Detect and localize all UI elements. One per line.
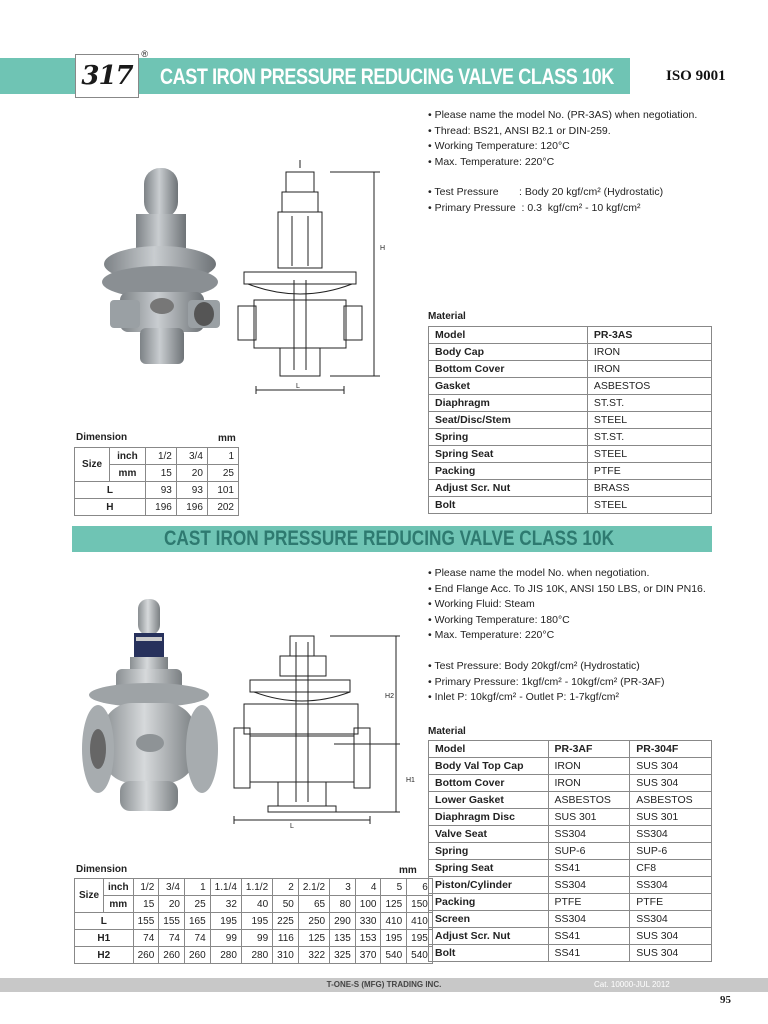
dim-cell: 195 bbox=[241, 913, 272, 930]
material-label-2: Material bbox=[428, 726, 466, 737]
material-value: SUS 304 bbox=[630, 945, 712, 962]
dim-cell: 196 bbox=[176, 499, 207, 516]
material-part: Screen bbox=[429, 911, 549, 928]
material-row bbox=[429, 945, 712, 962]
material-part: Model bbox=[429, 741, 549, 758]
material-row bbox=[429, 843, 712, 860]
material-row bbox=[429, 429, 712, 446]
spec-item: • Thread: BS21, ANSI B2.1 or DIN-259. bbox=[428, 124, 697, 140]
material-value: STEEL bbox=[587, 497, 711, 514]
dim-cell: 310 bbox=[273, 947, 299, 964]
dim-row-inch bbox=[75, 879, 433, 896]
dim-cell: 153 bbox=[355, 930, 381, 947]
dim-cell: 93 bbox=[176, 482, 207, 499]
dim-cell: 74 bbox=[159, 930, 185, 947]
spec-item: • Inlet P: 10kgf/cm² - Outlet P: 1-7kgf/cm² bbox=[428, 690, 706, 706]
material-row bbox=[429, 344, 712, 361]
material-part: Packing bbox=[429, 894, 549, 911]
dim-cell: 410 bbox=[381, 913, 407, 930]
material-part: Gasket bbox=[429, 378, 588, 395]
spec-item: • Working Fluid: Steam bbox=[428, 597, 706, 613]
dim-cell: 6 bbox=[407, 879, 433, 896]
dimension-unit-2: mm bbox=[399, 865, 417, 876]
valve-drawing-pr3as bbox=[234, 160, 394, 400]
drawing-label-h1: H1 bbox=[406, 777, 415, 784]
dim-cell: 2 bbox=[273, 879, 299, 896]
dim-cell: 195 bbox=[407, 930, 433, 947]
material-table-pr3af bbox=[428, 740, 712, 962]
dim-row-inch bbox=[75, 448, 239, 465]
material-value: ST.ST. bbox=[587, 395, 711, 412]
material-row bbox=[429, 361, 712, 378]
spec-item: • Working Temperature: 180°C bbox=[428, 613, 706, 629]
dim-row bbox=[75, 482, 239, 499]
dim-cell: 155 bbox=[159, 913, 185, 930]
dim-cell: 1.1/2 bbox=[241, 879, 272, 896]
material-row bbox=[429, 792, 712, 809]
material-part: Adjust Scr. Nut bbox=[429, 928, 549, 945]
material-value: SUS 304 bbox=[630, 775, 712, 792]
dim-cell: 322 bbox=[298, 947, 329, 964]
dimension-table-pr3as bbox=[74, 447, 239, 516]
registered-mark: ® bbox=[141, 49, 148, 59]
dim-cell: 196 bbox=[145, 499, 176, 516]
dim-row-label: H2 bbox=[75, 947, 134, 964]
dim-cell: 15 bbox=[133, 896, 159, 913]
page-title: CAST IRON PRESSURE REDUCING VALVE CLASS 10K bbox=[160, 64, 614, 89]
material-part: Diaphragm Disc bbox=[429, 809, 549, 826]
dim-cell: 100 bbox=[355, 896, 381, 913]
dim-cell: 540 bbox=[381, 947, 407, 964]
material-value: ST.ST. bbox=[587, 429, 711, 446]
material-value: SS304 bbox=[548, 826, 630, 843]
spec-item: • Primary Pressure : 0.3 kgf/cm² - 10 kgf/cm² bbox=[428, 201, 697, 217]
material-row bbox=[429, 860, 712, 877]
material-value: SS304 bbox=[630, 877, 712, 894]
material-part: Bottom Cover bbox=[429, 361, 588, 378]
dim-cell: 1/2 bbox=[145, 448, 176, 465]
dim-mm-label: mm bbox=[104, 896, 134, 913]
material-value: ASBESTOS bbox=[630, 792, 712, 809]
material-value: SUS 304 bbox=[630, 928, 712, 945]
drawing-label-l2: L bbox=[290, 823, 294, 830]
dim-size-label: Size bbox=[75, 879, 104, 913]
material-value: IRON bbox=[548, 775, 630, 792]
dim-cell: 15 bbox=[145, 465, 176, 482]
material-value: SUP-6 bbox=[630, 843, 712, 860]
dim-cell: 65 bbox=[298, 896, 329, 913]
dim-cell: 410 bbox=[407, 913, 433, 930]
dim-cell: 202 bbox=[207, 499, 238, 516]
material-part: Spring bbox=[429, 843, 549, 860]
drawing-label-h: H bbox=[380, 245, 386, 252]
dim-cell: 260 bbox=[159, 947, 185, 964]
material-value: SUP-6 bbox=[548, 843, 630, 860]
material-value: SUS 304 bbox=[630, 758, 712, 775]
material-table-pr3as bbox=[428, 326, 712, 514]
dim-cell: 290 bbox=[330, 913, 356, 930]
material-value: SS304 bbox=[630, 826, 712, 843]
material-value: STEEL bbox=[587, 412, 711, 429]
spec-item: • Test Pressure : Body 20 kgf/cm² (Hydrostatic) bbox=[428, 185, 697, 201]
spec-item: • Test Pressure: Body 20kgf/cm² (Hydrostatic) bbox=[428, 659, 706, 675]
material-value: SS304 bbox=[548, 877, 630, 894]
dim-size-label: Size bbox=[75, 448, 110, 482]
material-part: Body Cap bbox=[429, 344, 588, 361]
material-value: SS304 bbox=[630, 911, 712, 928]
company-logo bbox=[75, 49, 148, 98]
dim-cell: 25 bbox=[184, 896, 210, 913]
dim-row-mm bbox=[75, 896, 433, 913]
material-row bbox=[429, 826, 712, 843]
dimension-label-2: Dimension bbox=[76, 864, 128, 875]
dim-cell: 225 bbox=[273, 913, 299, 930]
material-row bbox=[429, 497, 712, 514]
dim-cell: 2.1/2 bbox=[298, 879, 329, 896]
dim-cell: 325 bbox=[330, 947, 356, 964]
material-part: Spring Seat bbox=[429, 860, 549, 877]
material-value: PR-3AS bbox=[587, 327, 711, 344]
material-part: Valve Seat bbox=[429, 826, 549, 843]
dim-cell: 1.1/4 bbox=[210, 879, 241, 896]
material-part: Bolt bbox=[429, 945, 549, 962]
dim-cell: 3/4 bbox=[176, 448, 207, 465]
dim-cell: 330 bbox=[355, 913, 381, 930]
material-part: Packing bbox=[429, 463, 588, 480]
material-row bbox=[429, 412, 712, 429]
dim-cell: 260 bbox=[184, 947, 210, 964]
material-row bbox=[429, 463, 712, 480]
spec-item: • Max. Temperature: 220°C bbox=[428, 628, 706, 644]
material-value: ASBESTOS bbox=[548, 792, 630, 809]
dim-cell: 540 bbox=[407, 947, 433, 964]
dim-mm-label: mm bbox=[110, 465, 146, 482]
material-row bbox=[429, 928, 712, 945]
dim-cell: 74 bbox=[184, 930, 210, 947]
dim-row-label: L bbox=[75, 482, 146, 499]
dim-cell: 195 bbox=[210, 913, 241, 930]
footer-company: T-ONE-S (MFG) TRADING INC. bbox=[326, 980, 442, 989]
dim-cell: 74 bbox=[133, 930, 159, 947]
dim-cell: 135 bbox=[330, 930, 356, 947]
material-part: Bolt bbox=[429, 497, 588, 514]
dim-cell: 116 bbox=[273, 930, 299, 947]
material-value: PTFE bbox=[587, 463, 711, 480]
dim-cell: 260 bbox=[133, 947, 159, 964]
dim-row bbox=[75, 913, 433, 930]
dim-row-label: H bbox=[75, 499, 146, 516]
material-value: SUS 301 bbox=[630, 809, 712, 826]
dim-cell: 4 bbox=[355, 879, 381, 896]
dim-cell: 40 bbox=[241, 896, 272, 913]
material-value: SS41 bbox=[548, 945, 630, 962]
iso-badge bbox=[630, 58, 768, 94]
logo-text: 317 bbox=[81, 61, 133, 91]
material-value: IRON bbox=[587, 344, 711, 361]
spec-item: • Working Temperature: 120°C bbox=[428, 139, 697, 155]
spec-item: • Max. Temperature: 220°C bbox=[428, 155, 697, 171]
material-row bbox=[429, 911, 712, 928]
material-row bbox=[429, 480, 712, 497]
dim-cell: 280 bbox=[210, 947, 241, 964]
dim-cell: 93 bbox=[145, 482, 176, 499]
dim-row bbox=[75, 930, 433, 947]
material-value: ASBESTOS bbox=[587, 378, 711, 395]
spec-list-pr3as bbox=[428, 108, 697, 217]
dim-cell: 250 bbox=[298, 913, 329, 930]
spec-list-pr3af bbox=[428, 566, 706, 706]
dim-cell: 32 bbox=[210, 896, 241, 913]
material-value: PTFE bbox=[630, 894, 712, 911]
dim-cell: 80 bbox=[330, 896, 356, 913]
material-row bbox=[429, 894, 712, 911]
dim-cell: 3/4 bbox=[159, 879, 185, 896]
material-row bbox=[429, 327, 712, 344]
dim-cell: 370 bbox=[355, 947, 381, 964]
material-row bbox=[429, 378, 712, 395]
material-row bbox=[429, 446, 712, 463]
material-part: Piston/Cylinder bbox=[429, 877, 549, 894]
dim-inch-label: inch bbox=[110, 448, 146, 465]
dim-cell: 20 bbox=[159, 896, 185, 913]
material-part: Bottom Cover bbox=[429, 775, 549, 792]
material-part: Lower Gasket bbox=[429, 792, 549, 809]
material-label-1: Material bbox=[428, 311, 466, 322]
material-part: Seat/Disc/Stem bbox=[429, 412, 588, 429]
material-row bbox=[429, 395, 712, 412]
spec-item: • Primary Pressure: 1kgf/cm² - 10kgf/cm² (PR-3AF) bbox=[428, 675, 706, 691]
dim-cell: 155 bbox=[133, 913, 159, 930]
spec-item: • Please name the model No. when negotiation. bbox=[428, 566, 706, 582]
material-value: IRON bbox=[548, 758, 630, 775]
material-row bbox=[429, 809, 712, 826]
dim-cell: 99 bbox=[210, 930, 241, 947]
dim-cell: 165 bbox=[184, 913, 210, 930]
material-value: BRASS bbox=[587, 480, 711, 497]
footer-catalog: Cat. 10000-JUL 2012 bbox=[594, 980, 670, 989]
dim-cell: 101 bbox=[207, 482, 238, 499]
material-row bbox=[429, 741, 712, 758]
drawing-label-h2: H2 bbox=[385, 693, 394, 700]
material-value: IRON bbox=[587, 361, 711, 378]
material-value: SS304 bbox=[548, 911, 630, 928]
dim-cell: 1 bbox=[184, 879, 210, 896]
dim-cell: 99 bbox=[241, 930, 272, 947]
dim-row-label: L bbox=[75, 913, 134, 930]
material-row bbox=[429, 775, 712, 792]
dim-cell: 150 bbox=[407, 896, 433, 913]
valve-drawing-pr3af bbox=[230, 632, 420, 832]
valve-photo-pr3af bbox=[80, 595, 218, 820]
dim-cell: 125 bbox=[298, 930, 329, 947]
material-part: Spring bbox=[429, 429, 588, 446]
dim-inch-label: inch bbox=[104, 879, 134, 896]
dim-cell: 280 bbox=[241, 947, 272, 964]
dim-row bbox=[75, 499, 239, 516]
spec-item: • Please name the model No. (PR-3AS) when negotiation. bbox=[428, 108, 697, 124]
material-part: Body Val Top Cap bbox=[429, 758, 549, 775]
page-number: 95 bbox=[720, 994, 731, 1006]
material-part: Spring Seat bbox=[429, 446, 588, 463]
dim-cell: 25 bbox=[207, 465, 238, 482]
dim-cell: 125 bbox=[381, 896, 407, 913]
dim-cell: 1/2 bbox=[133, 879, 159, 896]
material-part: Adjust Scr. Nut bbox=[429, 480, 588, 497]
drawing-label-l: L bbox=[296, 383, 300, 390]
iso-text: ISO 9001 bbox=[666, 68, 726, 84]
material-value: PR-304F bbox=[630, 741, 712, 758]
spec-item bbox=[428, 170, 697, 185]
dim-row-label: H1 bbox=[75, 930, 134, 947]
spec-item: • End Flange Acc. To JIS 10K, ANSI 150 LBS, or DIN PN16. bbox=[428, 582, 706, 598]
material-row bbox=[429, 758, 712, 775]
dim-row bbox=[75, 947, 433, 964]
section2-title: CAST IRON PRESSURE REDUCING VALVE CLASS 10K bbox=[164, 527, 615, 550]
material-value: CF8 bbox=[630, 860, 712, 877]
dim-cell: 20 bbox=[176, 465, 207, 482]
dim-cell: 50 bbox=[273, 896, 299, 913]
dimension-label-1: Dimension bbox=[76, 432, 128, 443]
dim-cell: 1 bbox=[207, 448, 238, 465]
dim-cell: 3 bbox=[330, 879, 356, 896]
dimension-table-pr3af bbox=[74, 878, 433, 964]
dim-cell: 5 bbox=[381, 879, 407, 896]
material-part: Diaphragm bbox=[429, 395, 588, 412]
valve-photo-pr3as bbox=[100, 160, 232, 375]
material-value: PTFE bbox=[548, 894, 630, 911]
material-value: PR-3AF bbox=[548, 741, 630, 758]
material-value: SUS 301 bbox=[548, 809, 630, 826]
material-value: SS41 bbox=[548, 860, 630, 877]
dim-cell: 195 bbox=[381, 930, 407, 947]
material-value: STEEL bbox=[587, 446, 711, 463]
material-value: SS41 bbox=[548, 928, 630, 945]
spec-item bbox=[428, 644, 706, 659]
material-row bbox=[429, 877, 712, 894]
dimension-unit-1: mm bbox=[218, 433, 236, 444]
material-part: Model bbox=[429, 327, 588, 344]
